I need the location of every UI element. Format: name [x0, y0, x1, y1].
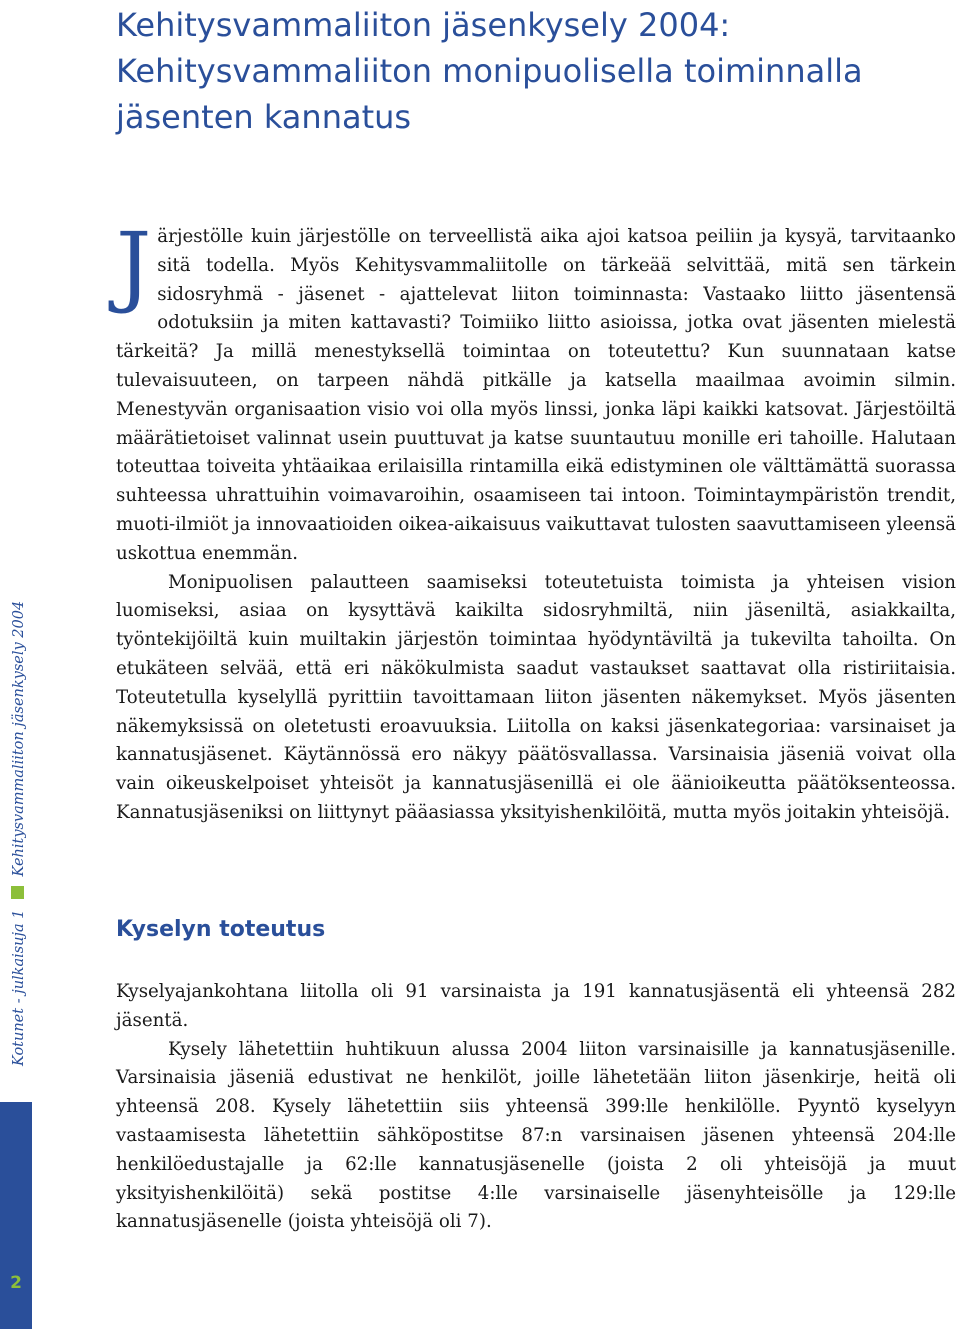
survey-section — [116, 978, 956, 1237]
title-line-1: Kehitysvammaliiton jäsenkysely 2004: — [116, 6, 731, 44]
title-line-2: Kehitysvammaliiton monipuolisella toiminnalla — [116, 52, 863, 90]
survey-paragraph-1: Kyselyajankohtana liitolla oli 91 varsinaista ja 191 kannatusjäsentä eli yhteensä 282 jäsentä. — [116, 981, 956, 1031]
publication-label: Kehitysvammaliiton jäsenkysely 2004 — [11, 600, 27, 877]
section-heading: Kyselyn toteutus — [116, 917, 326, 942]
intro-section — [116, 213, 956, 828]
intro-paragraph-1 — [116, 213, 956, 569]
page-number: 2 — [10, 1273, 22, 1293]
side-caption — [10, 601, 28, 1066]
green-square-icon — [11, 887, 24, 900]
title-line-3: jäsenten kannatus — [116, 98, 412, 136]
sidebar-bar — [0, 1102, 32, 1329]
page-title — [116, 2, 936, 140]
drop-cap: J — [116, 213, 152, 316]
survey-paragraph-2: Kysely lähetettiin huhtikuun alussa 2004 liiton varsinaisille ja kannatusjäsenille. Varsinaisia jäseniä edustivat ne henkilöt, joille lähetetään liiton jäsenkirje, heitä oli yhteensä 208. Kysely lähetettiin siis yhteensä 399:lle henkilölle. Pyyntö kyselyyn vastaamisesta lähetettiin sähköpostitse 87:n varsinaisen jäsenen yhteensä 204:lle henkilöedustajalle ja 62:lle kannatusjäsenelle (joista 2 oli yhteisöjä ja muut yksityishenkilöitä) sekä postitse 4:lle varsinaiselle jäsenyhteisölle ja 129:lle kannatusjäsenelle (joista yhteisöjä oli 7). — [116, 1038, 956, 1233]
intro-paragraph-1-text: ärjestölle kuin järjestölle on terveellistä aika ajoi katsoa peiliin ja kysyä, tarvitaanko sitä todella. Myös Kehitysvammaliitolle on tärkeää selvittää, mitä sen tärkein sidosryhmä - jäsenet - ajattelevat liiton toiminnasta: Vastaako liitto jäsentensä odotuksiin ja miten kattavasti? Toimiiko liitto asioissa, jotka ovat jäsenten mielestä tärkeitä? Ja millä menestyksellä toimintaa on toteutettu? Kun suunnataan katse tulevaisuuteen, on tarpeen nähdä pitkälle ja katsella maailmaa avoimin silmin. Menestyvän organisaation visio voi olla myös linssi, jonka läpi kaikki katsovat. Järjestöiltä määrätietoiset valinnat usein puuttuvat ja katse suuntautuu monille eri tahoille. Halutaan toteuttaa toiveita yhtäaikaa erilaisilla rintamilla eikä edistyminen ole välttämättä suorassa suhteessa uhrattuihin voimavaroihin, osaamiseen tai intoon. Toimintaympäristön trendit, muoti-ilmiöt ja innovaatioiden oikea-aikaisuus vaikuttavat tulosten saavuttamiseen yleensä uskottua enemmän. — [116, 226, 956, 564]
intro-paragraph-2: Monipuolisen palautteen saamiseksi toteutetuista toimista ja yhteisen vision luomiseksi, asiaa on kysyttävä kaikilta sidosryhmiltä, niin jäseniltä, asiakkailta, työntekijöiltä kuin muiltakin järjestön toimintaa hyödyntäviltä ja tukevilta tahoilta. On etukäteen selvää, että eri näkökulmista saadut vastaukset saattavat olla ristiriitaisia. Toteutetulla kyselyllä pyrittiin tavoittamaan liiton jäsenten näkemykset. Myös jäsenten näkemyksissä on oletetusti eroavuuksia. Liitolla on kaksi jäsenkategoriaa: varsinaiset ja kannatusjäsenet. Käytännössä ero näkyy päätösvallassa. Varsinaisia jäseniä voivat olla vain oikeuskelpoiset yhteisöt ja kannatusjäsenillä ei ole äänioikeutta päätöksenteossa. Kannatusjäseniksi on liittynyt pääasiassa yksityishenkilöitä, mutta myös joitakin yhteisöjä. — [116, 571, 956, 823]
series-label: Kotunet - julkaisuja 1 — [11, 909, 27, 1066]
